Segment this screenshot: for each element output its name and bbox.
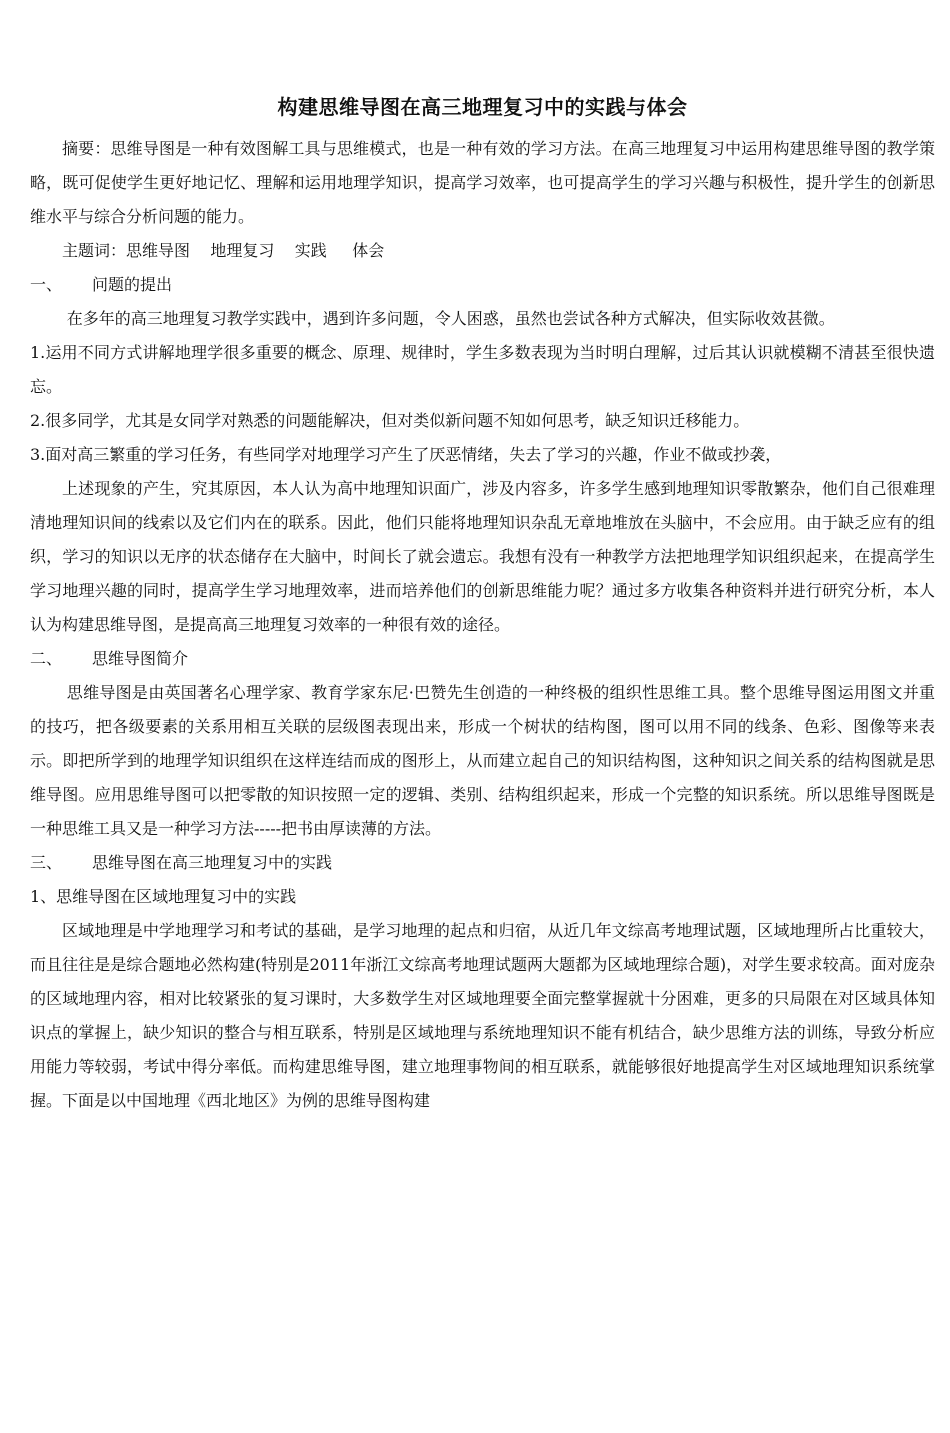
keyword: 体会 [352,241,385,260]
abstract: 摘要：思维导图是一种有效图解工具与思维模式，也是一种有效的学习方法。在高三地理复习中运用构建思维导图的教学策略，既可促使学生更好地记忆、理解和运用地理学知识，提高学习效率，也可提高学生的学习兴趣与积极性，提升学生的创新思维水平与综合分析问题的能力。 [30,139,935,226]
document-title: 构建思维导图在高三地理复习中的实践与体会 [277,95,688,119]
paragraph: 思维导图是由英国著名心理学家、教育学家东尼·巴赞先生创造的一种终极的组织性思维工具。整个思维导图运用图文并重的技巧，把各级要素的关系用相互关联的层级图表现出来，形成一个树状的结构图，图可以用不同的线条、色彩、图像等来表示。即把所学到的地理学知识组织在这样连结而成的图形上，从而建立起自己的知识结构图，这种知识之间关系的结构图就是思维导图。应用思维导图可以把零散的知识按照一定的逻辑、类别、结构组织起来，形成一个完整的知识系统。所以思维导图既是一种思维工具又是一种学习方法-----把书由厚读薄的方法。 [30,683,935,838]
keyword: 实践 [294,241,327,260]
list-item: 2.很多同学，尤其是女同学对熟悉的问题能解决，但对类似新问题不知如何思考，缺乏知识迁移能力。 [30,411,750,430]
keywords [30,234,935,268]
section-number: 三、 [30,853,63,872]
list-item: 3.面对高三繁重的学习任务，有些同学对地理学习产生了厌恶情绪，失去了学习的兴趣，作业不做或抄袭， [30,445,782,464]
subsection-heading: 1、思维导图在区域地理复习中的实践 [30,887,297,906]
section-title: 思维导图简介 [92,649,189,668]
document-page [30,92,935,1118]
keywords-label: 主题词： [62,241,127,260]
section-title: 思维导图在高三地理复习中的实践 [92,853,333,872]
keyword: 地理复习 [210,241,275,260]
section-heading [30,846,935,880]
keyword: 思维导图 [126,241,191,260]
paragraph: 区域地理是中学地理学习和考试的基础，是学习地理的起点和归宿，从近几年文综高考地理试题，区域地理所占比重较大，而且往往是是综合题地必然构建(特别是2011年浙江文综高考地理试题两大题都为区域地理综合题)，对学生要求较高。面对庞杂的区域地理内容，相对比较紧张的复习课时，大多数学生对区域地理要全面完整掌握就十分困难，更多的只局限在对区域具体知识点的掌握上，缺少知识的整合与相互联系，特别是区域地理与系统地理知识不能有机结合，缺少思维方法的训练，导致分析应用能力等较弱，考试中得分率低。而构建思维导图，建立地理事物间的相互联系，就能够很好地提高学生对区域地理知识系统掌握。下面是以中国地理《西北地区》为例的思维导图构建 [30,921,935,1110]
section-number: 二、 [30,649,63,668]
paragraph: 在多年的高三地理复习教学实践中，遇到许多问题，令人困惑，虽然也尝试各种方式解决，但实际收效甚微。 [66,309,835,328]
list-item: 1.运用不同方式讲解地理学很多重要的概念、原理、规律时，学生多数表现为当时明白理解，过后其认识就模糊不清甚至很快遗忘。 [30,343,935,396]
paragraph: 上述现象的产生，究其原因，本人认为高中地理知识面广，涉及内容多，许多学生感到地理知识零散繁杂，他们自己很难理清地理知识间的线索以及它们内在的联系。因此，他们只能将地理知识杂乱无章地堆放在头脑中，不会应用。由于缺乏应有的组织，学习的知识以无序的状态储存在大脑中，时间长了就会遗忘。我想有没有一种教学方法把地理学知识组织起来，在提高学生学习地理兴趣的同时，提高学生学习地理效率，进而培养他们的创新思维能力呢？通过多方收集各种资料并进行研究分析，本人认为构建思维导图，是提高高三地理复习效率的一种很有效的途径。 [30,479,935,634]
section-number: 一、 [30,275,63,294]
section-heading [30,268,935,302]
section-heading [30,642,935,676]
section-title: 问题的提出 [92,275,173,294]
